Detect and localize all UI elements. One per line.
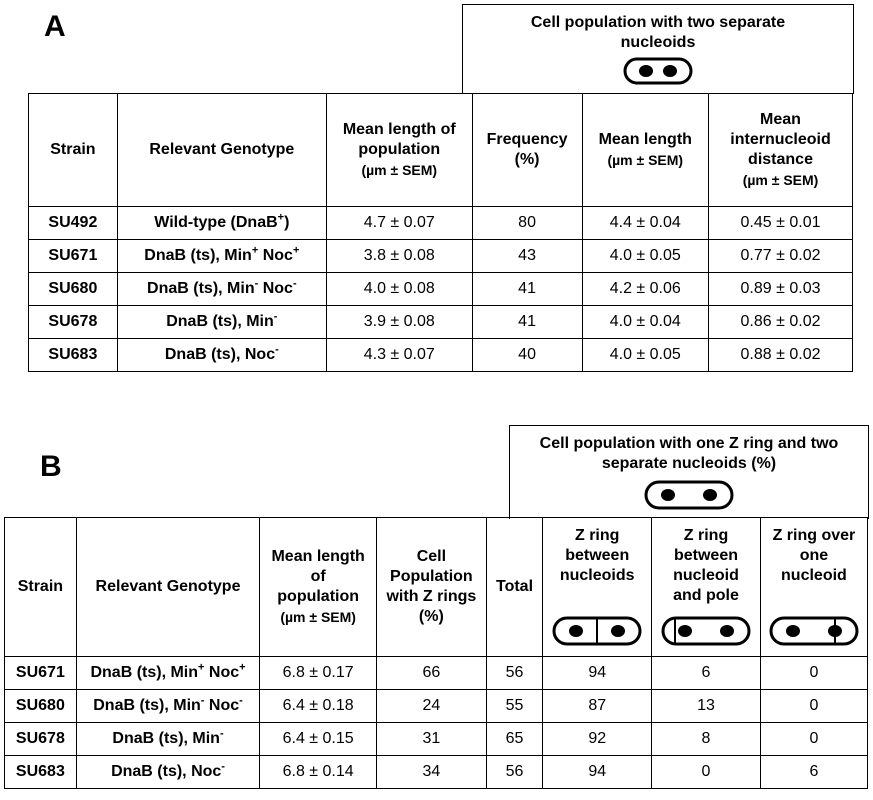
mean-length-cell: 4.3 ± 0.07 [326, 339, 472, 372]
zring-population-cell: 31 [377, 723, 487, 756]
internucleoid-cell: 0.77 ± 0.02 [709, 240, 853, 273]
frequency-cell: 43 [472, 240, 582, 273]
col-internucleoid: Mean internucleoid distance (µm ± SEM) [709, 94, 853, 207]
zring-over-cell: 6 [760, 756, 867, 789]
zring-over-icon [769, 616, 859, 646]
mean-length-cell: 6.8 ± 0.14 [260, 756, 377, 789]
total-cell: 65 [486, 723, 543, 756]
mean-length-cell: 6.4 ± 0.18 [260, 690, 377, 723]
col-strain: Strain [5, 518, 77, 657]
mean-length-cell: 4.7 ± 0.07 [326, 207, 472, 240]
total-cell: 56 [486, 657, 543, 690]
total-cell: 56 [486, 756, 543, 789]
table-row [5, 690, 868, 723]
zring-between-cell: 87 [543, 690, 652, 723]
genotype-cell: DnaB (ts), Min- [76, 723, 260, 756]
mean-length-cell: 3.8 ± 0.08 [326, 240, 472, 273]
table-row [29, 306, 853, 339]
zring-pole-cell: 13 [652, 690, 761, 723]
col-zring-population: Cell Population with Z rings (%) [377, 518, 487, 657]
table-row [5, 756, 868, 789]
zring-between-icon [552, 616, 642, 646]
frequency-cell: 41 [472, 273, 582, 306]
strain-cell: SU678 [29, 306, 118, 339]
strain-cell: SU683 [29, 339, 118, 372]
col-frequency: Frequency (%) [472, 94, 582, 207]
mean-length-cell: 4.0 ± 0.08 [326, 273, 472, 306]
strain-cell: SU671 [29, 240, 118, 273]
frequency-cell: 80 [472, 207, 582, 240]
table-row [29, 273, 853, 306]
zring-population-cell: 66 [377, 657, 487, 690]
panel-a-table [28, 93, 853, 372]
mean-length-2-cell: 4.0 ± 0.04 [582, 306, 709, 339]
col-zring-over: Z ring over one nucleoid [760, 518, 867, 657]
zring-over-cell: 0 [760, 690, 867, 723]
internucleoid-cell: 0.88 ± 0.02 [709, 339, 853, 372]
table-row [29, 207, 853, 240]
col-total: Total [486, 518, 543, 657]
genotype-cell: DnaB (ts), Noc- [76, 756, 260, 789]
col-strain: Strain [29, 94, 118, 207]
panel-b-table [4, 517, 868, 789]
table-row [5, 657, 868, 690]
mean-length-cell: 6.8 ± 0.17 [260, 657, 377, 690]
col-zring-between: Z ring between nucleoids [543, 518, 652, 657]
strain-cell: SU671 [5, 657, 77, 690]
total-cell: 55 [486, 690, 543, 723]
panel-b-group-header: Cell population with one Z ring and two separate nucleoids (%) [509, 425, 869, 519]
table-row [29, 240, 853, 273]
col-genotype: Relevant Genotype [76, 518, 260, 657]
zring-over-cell: 0 [760, 723, 867, 756]
col-mean-length-2: Mean length (µm ± SEM) [582, 94, 709, 207]
zring-population-cell: 24 [377, 690, 487, 723]
col-mean-length: Mean length of population (µm ± SEM) [326, 94, 472, 207]
mean-length-2-cell: 4.4 ± 0.04 [582, 207, 709, 240]
col-zring-pole: Z ring between nucleoid and pole [652, 518, 761, 657]
panel-b-label: B [40, 450, 62, 483]
zring-pole-cell: 6 [652, 657, 761, 690]
internucleoid-cell: 0.86 ± 0.02 [709, 306, 853, 339]
panel-a-group-header: Cell population with two separate nucleoids [462, 4, 854, 94]
table-row [5, 723, 868, 756]
strain-cell: SU678 [5, 723, 77, 756]
genotype-cell: DnaB (ts), Min+ Noc+ [117, 240, 326, 273]
genotype-cell: DnaB (ts), Min- Noc- [76, 690, 260, 723]
col-genotype: Relevant Genotype [117, 94, 326, 207]
genotype-cell: Wild-type (DnaB+) [117, 207, 326, 240]
mean-length-2-cell: 4.2 ± 0.06 [582, 273, 709, 306]
mean-length-2-cell: 4.0 ± 0.05 [582, 339, 709, 372]
frequency-cell: 40 [472, 339, 582, 372]
mean-length-cell: 6.4 ± 0.15 [260, 723, 377, 756]
mean-length-2-cell: 4.0 ± 0.05 [582, 240, 709, 273]
two-nucleoid-cell-icon [644, 480, 734, 510]
strain-cell: SU683 [5, 756, 77, 789]
strain-cell: SU680 [29, 273, 118, 306]
zring-pole-icon [661, 616, 751, 646]
internucleoid-cell: 0.89 ± 0.03 [709, 273, 853, 306]
mean-length-cell: 3.9 ± 0.08 [326, 306, 472, 339]
zring-population-cell: 34 [377, 756, 487, 789]
internucleoid-cell: 0.45 ± 0.01 [709, 207, 853, 240]
panel-a-label: A [44, 10, 66, 43]
table-row [29, 339, 853, 372]
zring-between-cell: 92 [543, 723, 652, 756]
genotype-cell: DnaB (ts), Min+ Noc+ [76, 657, 260, 690]
zring-between-cell: 94 [543, 756, 652, 789]
genotype-cell: DnaB (ts), Min- [117, 306, 326, 339]
zring-pole-cell: 8 [652, 723, 761, 756]
zring-over-cell: 0 [760, 657, 867, 690]
strain-cell: SU680 [5, 690, 77, 723]
zring-pole-cell: 0 [652, 756, 761, 789]
genotype-cell: DnaB (ts), Noc- [117, 339, 326, 372]
frequency-cell: 41 [472, 306, 582, 339]
col-mean-length: Mean length of population (µm ± SEM) [260, 518, 377, 657]
genotype-cell: DnaB (ts), Min- Noc- [117, 273, 326, 306]
zring-between-cell: 94 [543, 657, 652, 690]
strain-cell: SU492 [29, 207, 118, 240]
two-nucleoid-cell-icon [623, 57, 693, 85]
